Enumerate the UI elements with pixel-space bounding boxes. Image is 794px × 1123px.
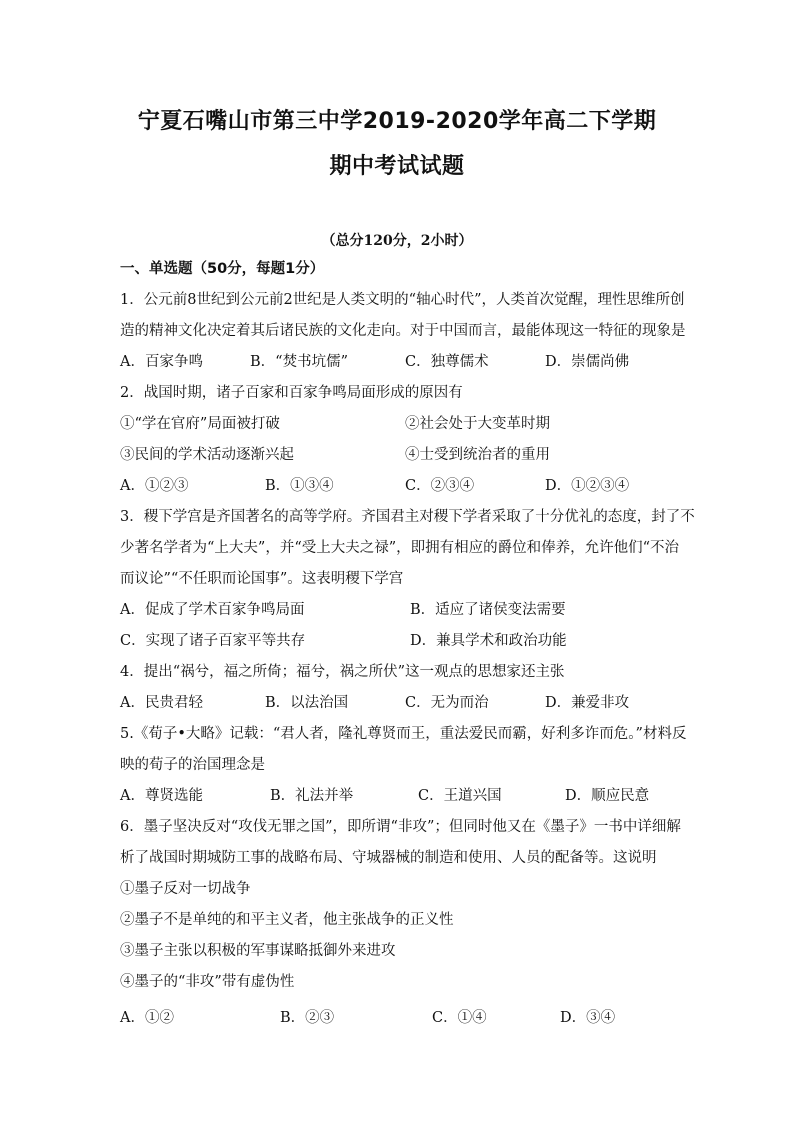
q2-option-b: B．①③④	[265, 478, 334, 494]
q4-line1: 4．提出“祸兮，福之所倚；福兮，祸之所伏”这一观点的思想家还主张	[120, 664, 565, 680]
q2-item-3: ③民间的学术活动逐渐兴起	[120, 447, 294, 463]
q3-option-b: B．适应了诸侯变法需要	[410, 602, 566, 618]
section-heading: 一、单选题（50分，每题1分）	[120, 261, 325, 277]
q1-line2: 造的精神文化决定着其后诸民族的文化走向。对于中国而言，最能体现这一特征的现象是	[120, 323, 686, 339]
q5-option-a: A．尊贤选能	[120, 788, 203, 804]
q3-line2: 少著名学者为“上大夫”，并“受上大夫之禄”，即拥有相应的爵位和俸养，允许他们“不治	[120, 540, 680, 556]
q6-option-a: A．①②	[120, 1010, 174, 1026]
q3-option-d: D．兼具学术和政治功能	[410, 633, 567, 649]
q1-option-c: C．独尊儒术	[405, 354, 489, 370]
exam-title-line2: 期中考试试题	[329, 154, 465, 179]
q4-option-b: B．以法治国	[265, 695, 349, 711]
exam-title-line1: 宁夏石嘴山市第三中学2019-2020学年高二下学期	[137, 109, 657, 134]
q4-option-c: C．无为而治	[405, 695, 489, 711]
q5-line2: 映的荀子的治国理念是	[120, 757, 265, 773]
q4-option-a: A．民贵君轻	[120, 695, 203, 711]
q1-option-b: B．“焚书坑儒”	[250, 354, 348, 370]
q3-option-a: A．促成了学术百家争鸣局面	[120, 602, 305, 618]
q2-option-d: D．①②③④	[545, 478, 630, 494]
q1-option-d: D．崇儒尚佛	[545, 354, 630, 370]
q3-option-c: C．实现了诸子百家平等共存	[120, 633, 306, 649]
q6-option-c: C．①④	[432, 1010, 487, 1026]
q6-line1: 6．墨子坚决反对“攻伐无罪之国”，即所谓“非攻”；但同时他又在《墨子》一书中详细解	[120, 819, 681, 835]
q2-option-a: A．①②③	[120, 478, 189, 494]
q6-item-3: ③墨子主张以积极的军事谋略抵御外来进攻	[120, 943, 396, 959]
q2-item-4: ④士受到统治者的重用	[405, 447, 550, 463]
q6-item-1: ①墨子反对一切战争	[120, 881, 251, 897]
exam-subtitle: （总分120分，2小时）	[321, 233, 473, 249]
q4-option-d: D．兼爱非攻	[545, 695, 630, 711]
q6-line2: 析了战国时期城防工事的战略布局、守城器械的制造和使用、人员的配备等。这说明	[120, 850, 657, 866]
q3-line3: 而议论”“不任职而论国事”。这表明稷下学宫	[120, 571, 404, 587]
q1-option-a: A．百家争鸣	[120, 354, 203, 370]
q5-option-b: B．礼法并举	[270, 788, 354, 804]
q2-item-1: ①“学在官府”局面被打破	[120, 416, 280, 432]
q3-line1: 3．稷下学宫是齐国著名的高等学府。齐国君主对稷下学者采取了十分优礼的态度，封了不	[120, 509, 695, 525]
q5-option-c: C．王道兴国	[418, 788, 502, 804]
q6-item-4: ④墨子的“非攻”带有虚伪性	[120, 974, 295, 990]
q6-option-d: D．③④	[560, 1010, 616, 1026]
q5-line1: 5.《荀子•大略》记载：“君人者，隆礼尊贤而王，重法爱民而霸，好利多诈而危。”材料反	[120, 726, 687, 742]
q2-option-c: C．②③④	[405, 478, 475, 494]
q6-item-2: ②墨子不是单纯的和平主义者，他主张战争的正义性	[120, 912, 454, 928]
q6-option-b: B．②③	[280, 1010, 335, 1026]
q1-line1: 1．公元前8世纪到公元前2世纪是人类文明的“轴心时代”，人类首次觉醒，理性思维所创	[120, 292, 685, 308]
q5-option-d: D．顺应民意	[565, 788, 650, 804]
q2-line1: 2．战国时期，诸子百家和百家争鸣局面形成的原因有	[120, 385, 463, 401]
q2-item-2: ②社会处于大变革时期	[405, 416, 550, 432]
